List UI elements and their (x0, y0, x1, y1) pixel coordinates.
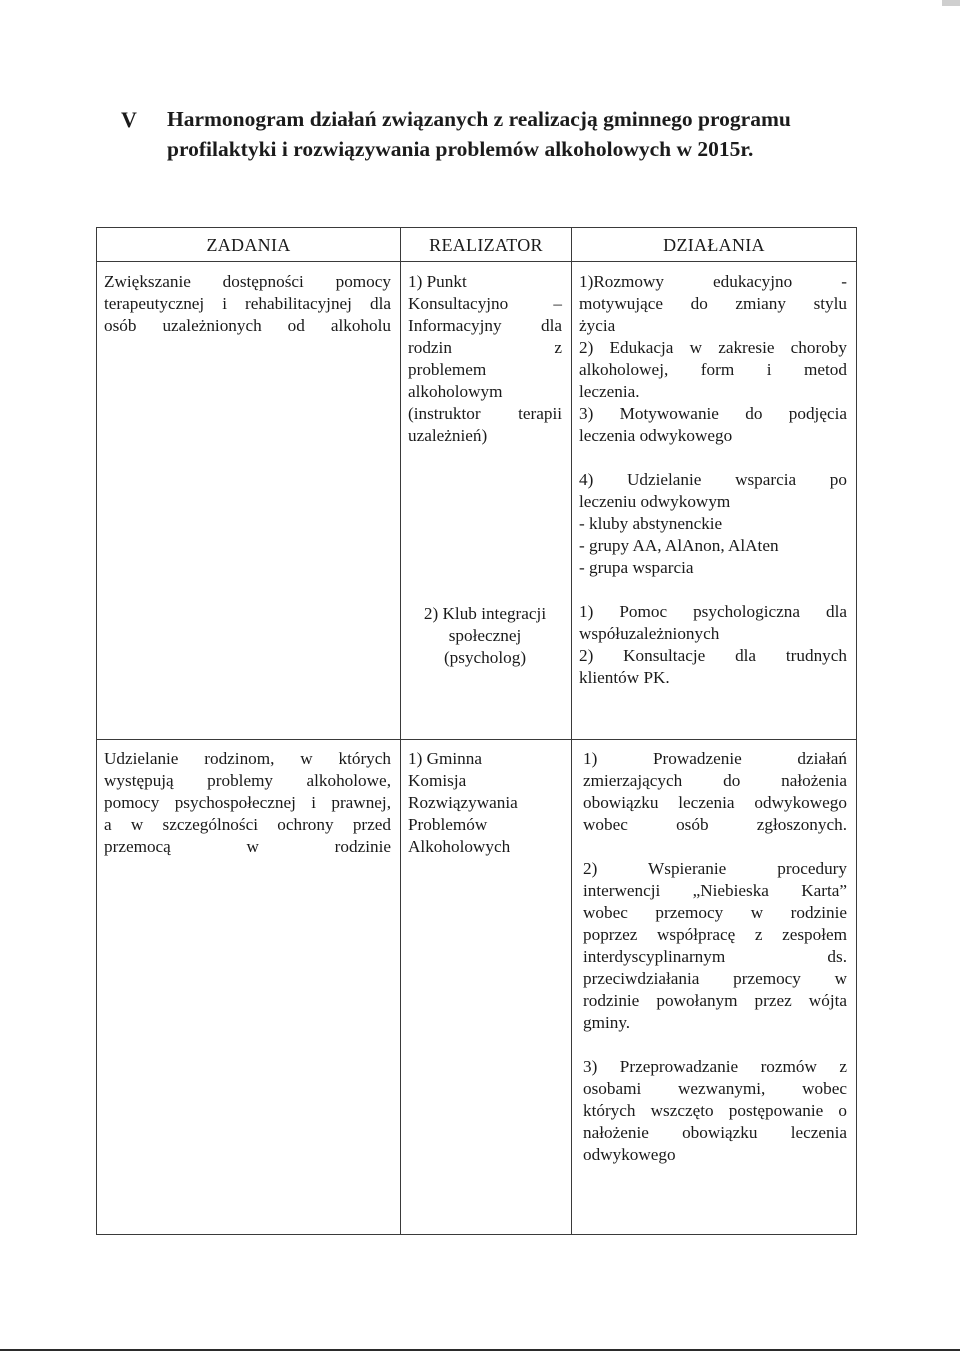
text-line: 1)Rozmowy edukacyjno - (579, 272, 847, 291)
text-line: 1) Prowadzenie działań (583, 749, 847, 768)
text-line: terapeutycznej i rehabilitacyjnej dla (104, 294, 391, 313)
realizator-cell (401, 262, 572, 740)
actions-block (572, 740, 856, 1172)
text-line: - grupy AA, AlAnon, AlAten (579, 536, 779, 555)
schedule-table (96, 227, 857, 1235)
text-line: motywujące do zmiany stylu (579, 294, 847, 313)
task-text (97, 740, 400, 864)
text-line: społecznej (448, 626, 522, 645)
text-line: współuzależnionych (579, 624, 720, 643)
text-line: - kluby abstynenckie (579, 514, 723, 533)
text-line: wobec osób zgłoszonych. (583, 815, 847, 834)
text-line: 4) Udzielanie wsparcia po (579, 470, 847, 489)
text-line: - grupa wsparcia (579, 558, 694, 577)
text-line: obowiązku leczenia odwykowego (583, 793, 847, 812)
actions-cell (572, 262, 857, 740)
text-line: wobec przemocy w rodzinie (583, 903, 847, 922)
task-cell (97, 262, 401, 740)
text-line: 2) Konsultacje dla trudnych (579, 646, 847, 665)
text-line: Zwiększanie dostępności pomocy (104, 272, 391, 291)
text-line: klientów PK. (579, 668, 670, 687)
actions-cell (572, 740, 857, 1235)
text-line: interwencji „Niebieska Karta” (583, 881, 847, 900)
text-line: (instruktor terapii (408, 404, 562, 423)
table-row (97, 262, 857, 740)
text-line: 2) Wspieranie procedury (583, 859, 847, 878)
text-line: gminy. (583, 1013, 631, 1032)
header-dzialania: DZIAŁANIA (572, 228, 857, 262)
text-line: osobami wezwanymi, wobec (583, 1079, 847, 1098)
text-line: Rozwiązywania (408, 793, 518, 812)
scan-corner-mark (942, 0, 960, 6)
section-title-line-1: Harmonogram działań związanych z realizacją gminnego programu (167, 107, 791, 131)
text-line: a w szczególności ochrony przed (104, 815, 391, 834)
text-line: Konsultacyjno – (408, 294, 562, 313)
actions-block (572, 262, 856, 695)
text-line: 2) Edukacja w zakresie choroby (579, 338, 847, 357)
text-line: nałożenie obowiązku leczenia (583, 1123, 847, 1142)
text-line: 2) Klub integracji (423, 604, 547, 623)
text-line: leczenia odwykowego (579, 426, 733, 445)
section-number: V (121, 107, 137, 132)
text-line: 1) Punkt (408, 272, 467, 291)
header-zadania: ZADANIA (97, 228, 401, 262)
text-line: 1) Pomoc psychologiczna dla (579, 602, 847, 621)
text-line: odwykowego (583, 1145, 676, 1164)
table-row (97, 740, 857, 1235)
text-line: uzależnień) (408, 426, 488, 445)
text-line: poprzez współpracę z zespołem (583, 925, 847, 944)
text-line: Problemów (408, 815, 488, 834)
text-line: występują problemy alkoholowe, (104, 771, 391, 790)
text-line: rodzinie powołanym przez wójta (583, 991, 847, 1010)
text-line: 3) Przeprowadzanie rozmów z (583, 1057, 847, 1076)
text-line: (psycholog) (443, 648, 527, 667)
text-line: alkoholowym (408, 382, 503, 401)
text-line: Alkoholowych (408, 837, 511, 856)
text-line: leczenia. (579, 382, 640, 401)
text-line: alkoholowej, form i metod (579, 360, 847, 379)
text-line: leczeniu odwykowym (579, 492, 731, 511)
text-line: Udzielanie rodzinom, w których (104, 749, 391, 768)
table-header-row (97, 228, 857, 262)
text-line: osób uzależnionych od alkoholu (104, 316, 391, 335)
text-line: których wszczęto postępowanie o (583, 1101, 847, 1120)
realizator-cell (401, 740, 572, 1235)
text-line: rodzin z (408, 338, 562, 357)
text-line: 1) Gminna (408, 749, 482, 768)
text-line: problemem (408, 360, 487, 379)
section-title-line-2: profilaktyki i rozwiązywania problemów alkoholowych w 2015r. (167, 137, 754, 161)
text-line: interdyscyplinarnym ds. (583, 947, 847, 966)
header-realizator: REALIZATOR (401, 228, 572, 262)
text-line: życia (579, 316, 616, 335)
text-line: Informacyjny dla (408, 316, 562, 335)
text-line: przeciwdziałania przemocy w (583, 969, 847, 988)
text-line: 3) Motywowanie do podjęcia (579, 404, 847, 423)
task-text (97, 262, 400, 343)
text-line: przemocą w rodzinie (104, 837, 391, 856)
task-cell (97, 740, 401, 1235)
realizator-block (401, 740, 571, 864)
text-line: Komisja (408, 771, 467, 790)
text-line: zmierzających do nałożenia (583, 771, 847, 790)
text-line: pomocy psychospołecznej i prawnej, (104, 793, 391, 812)
realizator-block (401, 262, 571, 675)
scan-edge-line (0, 1349, 960, 1351)
